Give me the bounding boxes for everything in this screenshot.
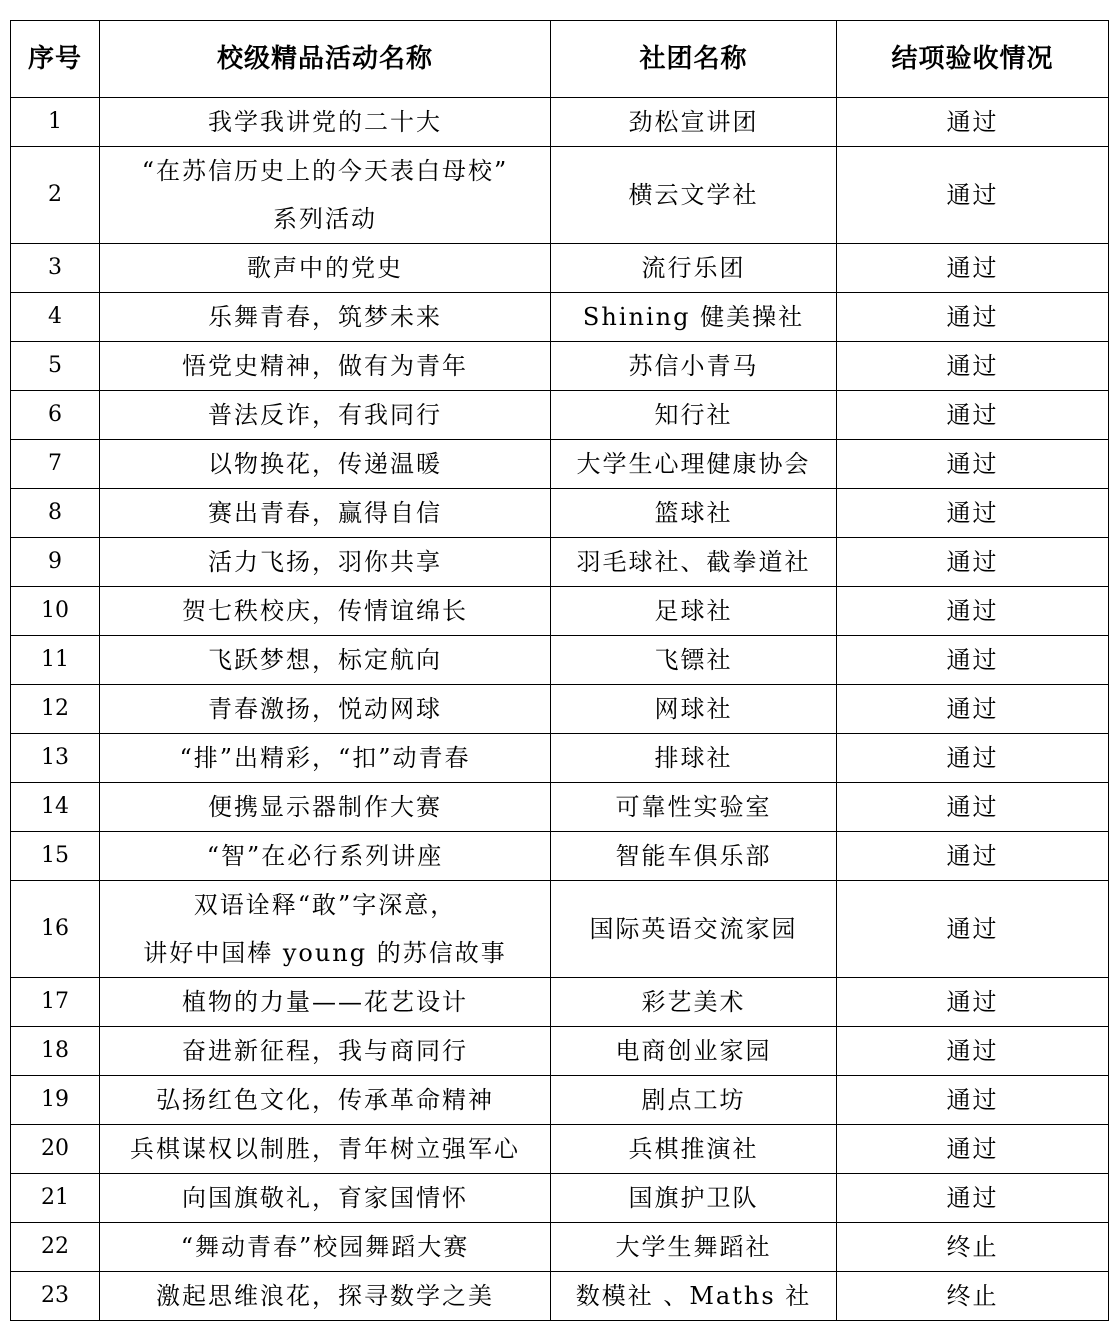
- row-number: 20: [11, 1125, 100, 1174]
- activity-name-line: 双语诠释“敢”字深意，: [193, 891, 457, 919]
- activity-name-line: 我学我讲党的二十大: [208, 108, 442, 136]
- table-row: [11, 98, 1109, 147]
- activity-name-line: 奋进新征程，我与商同行: [182, 1037, 468, 1065]
- row-number: 5: [11, 342, 100, 391]
- row-number: 16: [11, 881, 100, 978]
- row-number: 1: [11, 98, 100, 147]
- table-row: [11, 1272, 1109, 1321]
- header-acceptance-status: 结项验收情况: [837, 21, 1109, 98]
- activity-name-cell: [100, 685, 551, 734]
- activity-name-line: “在苏信历史上的今天表白母校”: [141, 157, 509, 185]
- club-name: 流行乐团: [551, 244, 837, 293]
- activity-name-cell: [100, 783, 551, 832]
- row-number: 10: [11, 587, 100, 636]
- table-row: [11, 1027, 1109, 1076]
- table-row: [11, 538, 1109, 587]
- activity-name-cell: [100, 978, 551, 1027]
- activity-name-cell: [100, 881, 551, 978]
- club-name: 电商创业家园: [551, 1027, 837, 1076]
- club-name: 网球社: [551, 685, 837, 734]
- activity-name-cell: [100, 1174, 551, 1223]
- activity-name-cell: [100, 538, 551, 587]
- activity-name-line: 乐舞青春，筑梦未来: [208, 303, 442, 331]
- acceptance-status: 通过: [837, 342, 1109, 391]
- table-row: [11, 636, 1109, 685]
- row-number: 3: [11, 244, 100, 293]
- table-row: [11, 1223, 1109, 1272]
- activity-name-cell: [100, 244, 551, 293]
- activity-name-line: 赛出青春，赢得自信: [208, 499, 442, 527]
- table-row: [11, 881, 1109, 978]
- acceptance-status: 通过: [837, 293, 1109, 342]
- acceptance-status: 通过: [837, 98, 1109, 147]
- row-number: 22: [11, 1223, 100, 1272]
- club-name: Shining 健美操社: [551, 293, 837, 342]
- acceptance-status: 通过: [837, 1125, 1109, 1174]
- table-row: [11, 293, 1109, 342]
- activity-name-cell: [100, 587, 551, 636]
- row-number: 4: [11, 293, 100, 342]
- activity-name-line: “舞动青春”校园舞蹈大赛: [180, 1233, 470, 1261]
- club-name: 劲松宣讲团: [551, 98, 837, 147]
- activity-name-cell: [100, 342, 551, 391]
- acceptance-status: 通过: [837, 881, 1109, 978]
- club-name: 彩艺美术: [551, 978, 837, 1027]
- activity-name-line: 歌声中的党史: [247, 254, 403, 282]
- row-number: 19: [11, 1076, 100, 1125]
- row-number: 6: [11, 391, 100, 440]
- row-number: 2: [11, 147, 100, 244]
- row-number: 12: [11, 685, 100, 734]
- acceptance-status: 通过: [837, 587, 1109, 636]
- activity-name-line: 以物换花，传递温暖: [208, 450, 442, 478]
- activity-name-line: 悟党史精神，做有为青年: [182, 352, 468, 380]
- row-number: 17: [11, 978, 100, 1027]
- activity-name-cell: [100, 147, 551, 244]
- activity-name-line: 便携显示器制作大赛: [208, 793, 442, 821]
- acceptance-status: 通过: [837, 783, 1109, 832]
- table-row: [11, 685, 1109, 734]
- table-row: [11, 147, 1109, 244]
- activity-name-line: 活力飞扬，羽你共享: [208, 548, 442, 576]
- club-name: 国旗护卫队: [551, 1174, 837, 1223]
- header-activity-name: 校级精品活动名称: [100, 21, 551, 98]
- table-row: [11, 1125, 1109, 1174]
- acceptance-status: 通过: [837, 147, 1109, 244]
- row-number: 13: [11, 734, 100, 783]
- row-number: 11: [11, 636, 100, 685]
- club-name: 羽毛球社、截拳道社: [551, 538, 837, 587]
- acceptance-status: 通过: [837, 1174, 1109, 1223]
- header-club-name: 社团名称: [551, 21, 837, 98]
- table-row: [11, 587, 1109, 636]
- acceptance-status: 通过: [837, 244, 1109, 293]
- row-number: 21: [11, 1174, 100, 1223]
- row-number: 18: [11, 1027, 100, 1076]
- club-name: 数模社 、Maths 社: [551, 1272, 837, 1321]
- activity-name-cell: [100, 1027, 551, 1076]
- acceptance-status: 通过: [837, 1076, 1109, 1125]
- table-row: [11, 1174, 1109, 1223]
- club-name: 可靠性实验室: [551, 783, 837, 832]
- table-row: [11, 440, 1109, 489]
- table-body: [11, 98, 1109, 1321]
- table-row: [11, 1076, 1109, 1125]
- row-number: 14: [11, 783, 100, 832]
- activity-name-line: 讲好中国棒 young 的苏信故事: [143, 939, 507, 967]
- club-name: 足球社: [551, 587, 837, 636]
- row-number: 7: [11, 440, 100, 489]
- acceptance-status: 通过: [837, 978, 1109, 1027]
- activity-name-line: 弘扬红色文化，传承革命精神: [156, 1086, 494, 1114]
- activity-name-line: 向国旗敬礼，育家国情怀: [182, 1184, 468, 1212]
- club-name: 知行社: [551, 391, 837, 440]
- row-number: 23: [11, 1272, 100, 1321]
- header-row: [11, 21, 1109, 98]
- activity-name-line: 植物的力量——花艺设计: [182, 988, 468, 1016]
- club-name: 排球社: [551, 734, 837, 783]
- row-number: 8: [11, 489, 100, 538]
- table-row: [11, 734, 1109, 783]
- activity-name-line: 兵棋谋权以制胜，青年树立强军心: [130, 1135, 520, 1163]
- club-name: 兵棋推演社: [551, 1125, 837, 1174]
- club-name: 国际英语交流家园: [551, 881, 837, 978]
- acceptance-status: 通过: [837, 1027, 1109, 1076]
- activity-name-line: “排”出精彩，“扣”动青春: [179, 744, 471, 772]
- row-number: 9: [11, 538, 100, 587]
- activity-name-cell: [100, 1125, 551, 1174]
- activity-name-cell: [100, 1223, 551, 1272]
- club-name: 横云文学社: [551, 147, 837, 244]
- table-row: [11, 391, 1109, 440]
- activity-name-cell: [100, 391, 551, 440]
- club-name: 苏信小青马: [551, 342, 837, 391]
- row-number: 15: [11, 832, 100, 881]
- activity-name-cell: [100, 440, 551, 489]
- activity-name-line: 青春激扬，悦动网球: [208, 695, 442, 723]
- activity-name-line: 贺七秩校庆，传情谊绵长: [182, 597, 468, 625]
- acceptance-status: 通过: [837, 734, 1109, 783]
- table-row: [11, 832, 1109, 881]
- table-row: [11, 783, 1109, 832]
- club-name: 智能车俱乐部: [551, 832, 837, 881]
- activity-name-cell: [100, 1272, 551, 1321]
- activity-name-line: 系列活动: [273, 205, 377, 233]
- club-name: 大学生舞蹈社: [551, 1223, 837, 1272]
- table-row: [11, 978, 1109, 1027]
- table-row: [11, 244, 1109, 293]
- acceptance-status: 终止: [837, 1223, 1109, 1272]
- acceptance-status: 通过: [837, 832, 1109, 881]
- acceptance-status: 终止: [837, 1272, 1109, 1321]
- acceptance-status: 通过: [837, 685, 1109, 734]
- acceptance-status: 通过: [837, 636, 1109, 685]
- table-row: [11, 342, 1109, 391]
- activities-table: [10, 20, 1109, 1321]
- club-name: 大学生心理健康协会: [551, 440, 837, 489]
- activity-name-cell: [100, 1076, 551, 1125]
- club-name: 剧点工坊: [551, 1076, 837, 1125]
- table-row: [11, 489, 1109, 538]
- activity-name-cell: [100, 98, 551, 147]
- activity-name-line: 飞跃梦想，标定航向: [208, 646, 442, 674]
- activity-name-line: 激起思维浪花，探寻数学之美: [156, 1282, 494, 1310]
- acceptance-status: 通过: [837, 391, 1109, 440]
- activity-name-cell: [100, 489, 551, 538]
- header-no: 序号: [11, 21, 100, 98]
- activity-name-line: “智”在必行系列讲座: [206, 842, 444, 870]
- acceptance-status: 通过: [837, 538, 1109, 587]
- club-name: 飞镖社: [551, 636, 837, 685]
- acceptance-status: 通过: [837, 440, 1109, 489]
- club-name: 篮球社: [551, 489, 837, 538]
- activity-name-cell: [100, 293, 551, 342]
- acceptance-status: 通过: [837, 489, 1109, 538]
- activity-name-line: 普法反诈，有我同行: [208, 401, 442, 429]
- activity-name-cell: [100, 636, 551, 685]
- activity-name-cell: [100, 832, 551, 881]
- activity-name-cell: [100, 734, 551, 783]
